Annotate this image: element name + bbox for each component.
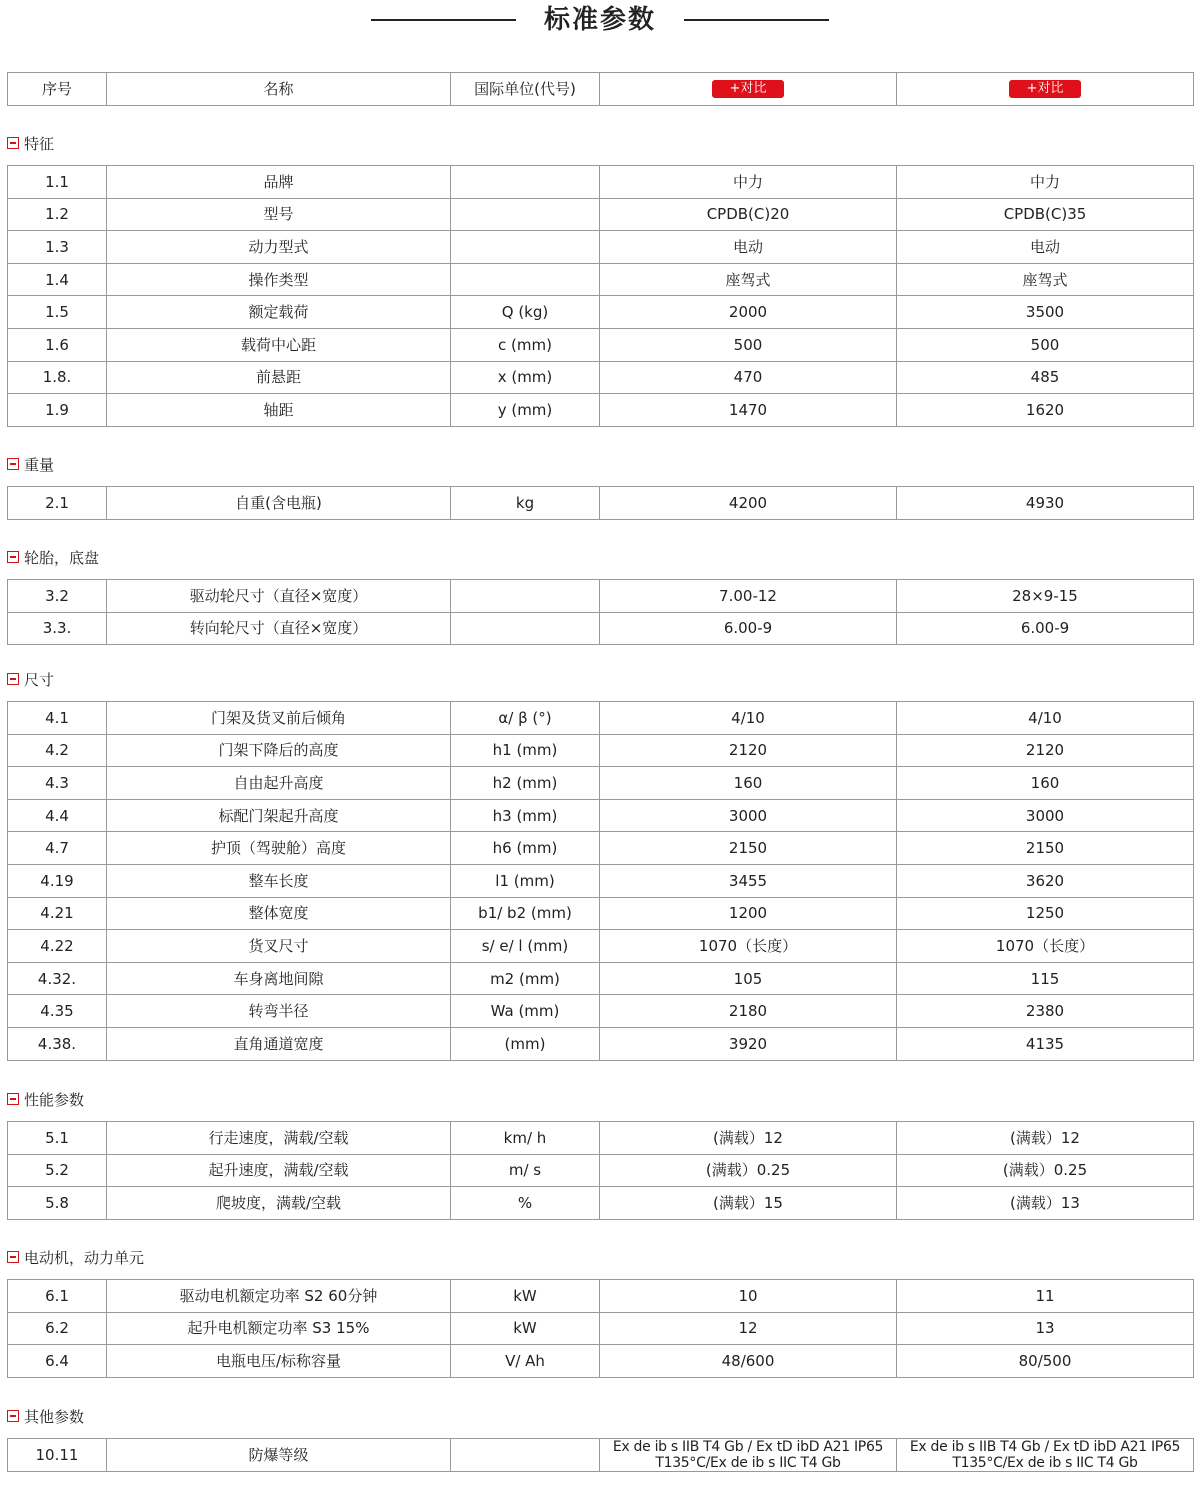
cell-name: 整体宽度 — [107, 897, 451, 930]
section-header[interactable] — [7, 547, 99, 567]
table-row — [8, 832, 1194, 865]
cell-unit: h2 (mm) — [451, 767, 600, 800]
cell-value-2: (满载）12 — [897, 1122, 1194, 1155]
cell-name: 起升速度，满载/空载 — [107, 1154, 451, 1187]
compare-button-1[interactable]: +对比 — [712, 80, 784, 98]
cell-value-1: 2120 — [600, 734, 897, 767]
cell-name: 防爆等级 — [107, 1439, 451, 1472]
table-row — [8, 328, 1194, 361]
cell-value-2: 500 — [897, 328, 1194, 361]
header-name: 名称 — [107, 73, 451, 106]
collapse-icon[interactable] — [7, 1410, 19, 1422]
cell-value-1: 座驾式 — [600, 263, 897, 296]
table-row — [8, 995, 1194, 1028]
cell-value-1: 3000 — [600, 799, 897, 832]
cell-name: 爬坡度，满载/空载 — [107, 1187, 451, 1220]
cell-no: 1.8. — [8, 361, 107, 394]
cell-value-1: 10 — [600, 1280, 897, 1313]
section-header[interactable] — [7, 1247, 144, 1267]
cell-unit: m/ s — [451, 1154, 600, 1187]
cell-name: 驱动电机额定功率 S2 60分钟 — [107, 1280, 451, 1313]
collapse-icon[interactable] — [7, 673, 19, 685]
cell-name: 整车长度 — [107, 864, 451, 897]
cell-no: 5.8 — [8, 1187, 107, 1220]
cell-name: 驱动轮尺寸（直径×宽度） — [107, 580, 451, 613]
table-row — [8, 263, 1194, 296]
cell-value-1: 6.00-9 — [600, 612, 897, 645]
cell-value-2: 4930 — [897, 487, 1194, 520]
cell-value-2: 1250 — [897, 897, 1194, 930]
cell-unit: (mm) — [451, 1027, 600, 1060]
collapse-icon[interactable] — [7, 1251, 19, 1263]
cell-unit: kW — [451, 1312, 600, 1345]
cell-no: 4.3 — [8, 767, 107, 800]
cell-value-2: 160 — [897, 767, 1194, 800]
collapse-icon[interactable] — [7, 1093, 19, 1105]
cell-unit: l1 (mm) — [451, 864, 600, 897]
cell-no: 3.2 — [8, 580, 107, 613]
table-row — [8, 734, 1194, 767]
cell-unit — [451, 1439, 600, 1472]
table-row — [8, 487, 1194, 520]
spec-table — [7, 1121, 1194, 1220]
table-row — [8, 799, 1194, 832]
section-title: 轮胎，底盘 — [24, 548, 100, 567]
cell-name: 前悬距 — [107, 361, 451, 394]
cell-no: 1.5 — [8, 296, 107, 329]
spec-table — [7, 701, 1194, 1061]
title-rule-left — [371, 19, 516, 21]
section-header[interactable] — [7, 1089, 84, 1109]
cell-unit: kW — [451, 1280, 600, 1313]
cell-value-2: 115 — [897, 962, 1194, 995]
cell-value-2: 485 — [897, 361, 1194, 394]
cell-value-2: 28×9-15 — [897, 580, 1194, 613]
table-row — [8, 580, 1194, 613]
table-row — [8, 361, 1194, 394]
table-row — [8, 1345, 1194, 1378]
header-compare-1 — [600, 73, 897, 106]
cell-value-1: 中力 — [600, 166, 897, 199]
cell-no: 1.3 — [8, 231, 107, 264]
cell-no: 10.11 — [8, 1439, 107, 1472]
cell-no: 3.3. — [8, 612, 107, 645]
table-row — [8, 1439, 1194, 1472]
cell-value-1: 12 — [600, 1312, 897, 1345]
cell-name: 载荷中心距 — [107, 328, 451, 361]
cell-value-2: 座驾式 — [897, 263, 1194, 296]
cell-value-1: 4/10 — [600, 702, 897, 735]
section-title: 特征 — [24, 134, 55, 153]
cell-value-2: CPDB(C)35 — [897, 198, 1194, 231]
cell-unit: h1 (mm) — [451, 734, 600, 767]
cell-name: 动力型式 — [107, 231, 451, 264]
cell-no: 5.2 — [8, 1154, 107, 1187]
header-unit: 国际单位(代号) — [451, 73, 600, 106]
cell-name: 门架及货叉前后倾角 — [107, 702, 451, 735]
cell-no: 1.6 — [8, 328, 107, 361]
cell-no: 1.4 — [8, 263, 107, 296]
cell-no: 1.2 — [8, 198, 107, 231]
cell-name: 行走速度，满载/空载 — [107, 1122, 451, 1155]
cell-unit: m2 (mm) — [451, 962, 600, 995]
cell-value-1: (满载）0.25 — [600, 1154, 897, 1187]
cell-unit — [451, 580, 600, 613]
cell-value-2: 1620 — [897, 394, 1194, 427]
cell-value-1: 7.00-12 — [600, 580, 897, 613]
cell-unit — [451, 166, 600, 199]
cell-no: 4.19 — [8, 864, 107, 897]
cell-value-2: 2150 — [897, 832, 1194, 865]
section-title: 电动机，动力单元 — [24, 1248, 145, 1267]
table-row — [8, 897, 1194, 930]
collapse-icon[interactable] — [7, 458, 19, 470]
spec-table — [7, 486, 1194, 520]
cell-name: 车身离地间隙 — [107, 962, 451, 995]
cell-name: 操作类型 — [107, 263, 451, 296]
cell-value-1: 470 — [600, 361, 897, 394]
section-title: 性能参数 — [24, 1090, 85, 1109]
cell-no: 4.22 — [8, 930, 107, 963]
cell-no: 1.1 — [8, 166, 107, 199]
cell-name: 型号 — [107, 198, 451, 231]
section-title: 尺寸 — [24, 670, 55, 689]
table-row — [8, 1280, 1194, 1313]
header-compare-2 — [897, 73, 1194, 106]
table-row — [8, 394, 1194, 427]
cell-unit — [451, 231, 600, 264]
cell-name: 货叉尺寸 — [107, 930, 451, 963]
cell-value-2: (满载）13 — [897, 1187, 1194, 1220]
cell-value-1: 2000 — [600, 296, 897, 329]
table-row — [8, 962, 1194, 995]
cell-unit: km/ h — [451, 1122, 600, 1155]
cell-value-2: 电动 — [897, 231, 1194, 264]
header-no: 序号 — [8, 73, 107, 106]
cell-value-2: 11 — [897, 1280, 1194, 1313]
cell-name: 护顶（驾驶舱）高度 — [107, 832, 451, 865]
cell-name: 转弯半径 — [107, 995, 451, 1028]
cell-value-1: 105 — [600, 962, 897, 995]
table-row — [8, 1027, 1194, 1060]
cell-value-2: 4135 — [897, 1027, 1194, 1060]
table-row — [8, 198, 1194, 231]
cell-value-2: 1070（长度） — [897, 930, 1194, 963]
collapse-icon[interactable] — [7, 551, 19, 563]
table-row — [8, 767, 1194, 800]
cell-name: 品牌 — [107, 166, 451, 199]
table-row — [8, 930, 1194, 963]
cell-name: 自重(含电瓶) — [107, 487, 451, 520]
cell-no: 4.4 — [8, 799, 107, 832]
cell-name: 转向轮尺寸（直径×宽度） — [107, 612, 451, 645]
cell-unit — [451, 263, 600, 296]
cell-unit: Q (kg) — [451, 296, 600, 329]
cell-no: 6.4 — [8, 1345, 107, 1378]
cell-unit: y (mm) — [451, 394, 600, 427]
cell-unit: b1/ b2 (mm) — [451, 897, 600, 930]
cell-name: 轴距 — [107, 394, 451, 427]
cell-unit — [451, 612, 600, 645]
cell-value-1: CPDB(C)20 — [600, 198, 897, 231]
table-row — [8, 702, 1194, 735]
cell-value-2: 2120 — [897, 734, 1194, 767]
table-row — [8, 231, 1194, 264]
cell-value-1: (满载）15 — [600, 1187, 897, 1220]
cell-value-2: Ex de ib s IIB T4 Gb / Ex tD ibD A21 IP65 T135°C/Ex de ib s IIC T4 Gb — [897, 1439, 1194, 1472]
cell-value-2: 13 — [897, 1312, 1194, 1345]
cell-unit: s/ e/ l (mm) — [451, 930, 600, 963]
cell-name: 标配门架起升高度 — [107, 799, 451, 832]
cell-name: 电瓶电压/标称容量 — [107, 1345, 451, 1378]
page-title: 标准参数 — [543, 5, 656, 35]
cell-unit: h6 (mm) — [451, 832, 600, 865]
cell-value-1: 2180 — [600, 995, 897, 1028]
cell-value-1: 3920 — [600, 1027, 897, 1060]
section-header[interactable] — [7, 133, 54, 153]
cell-unit: α/ β (°) — [451, 702, 600, 735]
cell-name: 额定载荷 — [107, 296, 451, 329]
table-row — [8, 1154, 1194, 1187]
spec-table — [7, 165, 1194, 427]
cell-value-1: 电动 — [600, 231, 897, 264]
cell-no: 4.21 — [8, 897, 107, 930]
table-row — [8, 1312, 1194, 1345]
cell-name: 门架下降后的高度 — [107, 734, 451, 767]
cell-value-1: 1470 — [600, 394, 897, 427]
cell-unit: h3 (mm) — [451, 799, 600, 832]
cell-no: 6.2 — [8, 1312, 107, 1345]
cell-value-2: 中力 — [897, 166, 1194, 199]
cell-no: 5.1 — [8, 1122, 107, 1155]
spec-table — [7, 1438, 1194, 1472]
cell-value-1: 4200 — [600, 487, 897, 520]
section-header[interactable] — [7, 669, 54, 689]
cell-no: 4.35 — [8, 995, 107, 1028]
section-header[interactable] — [7, 454, 54, 474]
cell-no: 4.1 — [8, 702, 107, 735]
page-header — [0, 0, 1200, 40]
cell-value-1: 160 — [600, 767, 897, 800]
cell-value-1: (满载）12 — [600, 1122, 897, 1155]
cell-unit: Wa (mm) — [451, 995, 600, 1028]
cell-value-2: 4/10 — [897, 702, 1194, 735]
cell-unit: % — [451, 1187, 600, 1220]
section-header[interactable] — [7, 1406, 84, 1426]
cell-value-1: 1200 — [600, 897, 897, 930]
cell-name: 自由起升高度 — [107, 767, 451, 800]
table-row — [8, 1122, 1194, 1155]
compare-button-2[interactable]: +对比 — [1009, 80, 1081, 98]
cell-value-2: 2380 — [897, 995, 1194, 1028]
cell-value-1: 1070（长度） — [600, 930, 897, 963]
cell-no: 6.1 — [8, 1280, 107, 1313]
table-row — [8, 612, 1194, 645]
cell-value-2: (满载）0.25 — [897, 1154, 1194, 1187]
cell-name: 起升电机额定功率 S3 15% — [107, 1312, 451, 1345]
spec-table — [7, 1279, 1194, 1378]
cell-no: 2.1 — [8, 487, 107, 520]
cell-value-1: Ex de ib s IIB T4 Gb / Ex tD ibD A21 IP65 T135°C/Ex de ib s IIC T4 Gb — [600, 1439, 897, 1472]
cell-value-1: 3455 — [600, 864, 897, 897]
cell-name: 直角通道宽度 — [107, 1027, 451, 1060]
header-table — [7, 72, 1194, 106]
title-rule-right — [684, 19, 829, 21]
cell-unit: kg — [451, 487, 600, 520]
spec-table — [7, 579, 1194, 645]
cell-unit: c (mm) — [451, 328, 600, 361]
table-row — [8, 1187, 1194, 1220]
cell-value-1: 500 — [600, 328, 897, 361]
section-title: 重量 — [24, 455, 55, 474]
cell-value-2: 80/500 — [897, 1345, 1194, 1378]
table-row — [8, 166, 1194, 199]
table-row — [8, 864, 1194, 897]
cell-unit — [451, 198, 600, 231]
cell-value-1: 2150 — [600, 832, 897, 865]
table-row — [8, 296, 1194, 329]
cell-value-2: 3000 — [897, 799, 1194, 832]
header-row — [8, 73, 1194, 106]
cell-value-2: 3500 — [897, 296, 1194, 329]
cell-no: 4.38. — [8, 1027, 107, 1060]
cell-unit: V/ Ah — [451, 1345, 600, 1378]
cell-no: 4.2 — [8, 734, 107, 767]
collapse-icon[interactable] — [7, 137, 19, 149]
cell-value-2: 3620 — [897, 864, 1194, 897]
cell-value-1: 48/600 — [600, 1345, 897, 1378]
cell-value-2: 6.00-9 — [897, 612, 1194, 645]
cell-unit: x (mm) — [451, 361, 600, 394]
cell-no: 4.32. — [8, 962, 107, 995]
section-title: 其他参数 — [24, 1407, 85, 1426]
cell-no: 4.7 — [8, 832, 107, 865]
cell-no: 1.9 — [8, 394, 107, 427]
